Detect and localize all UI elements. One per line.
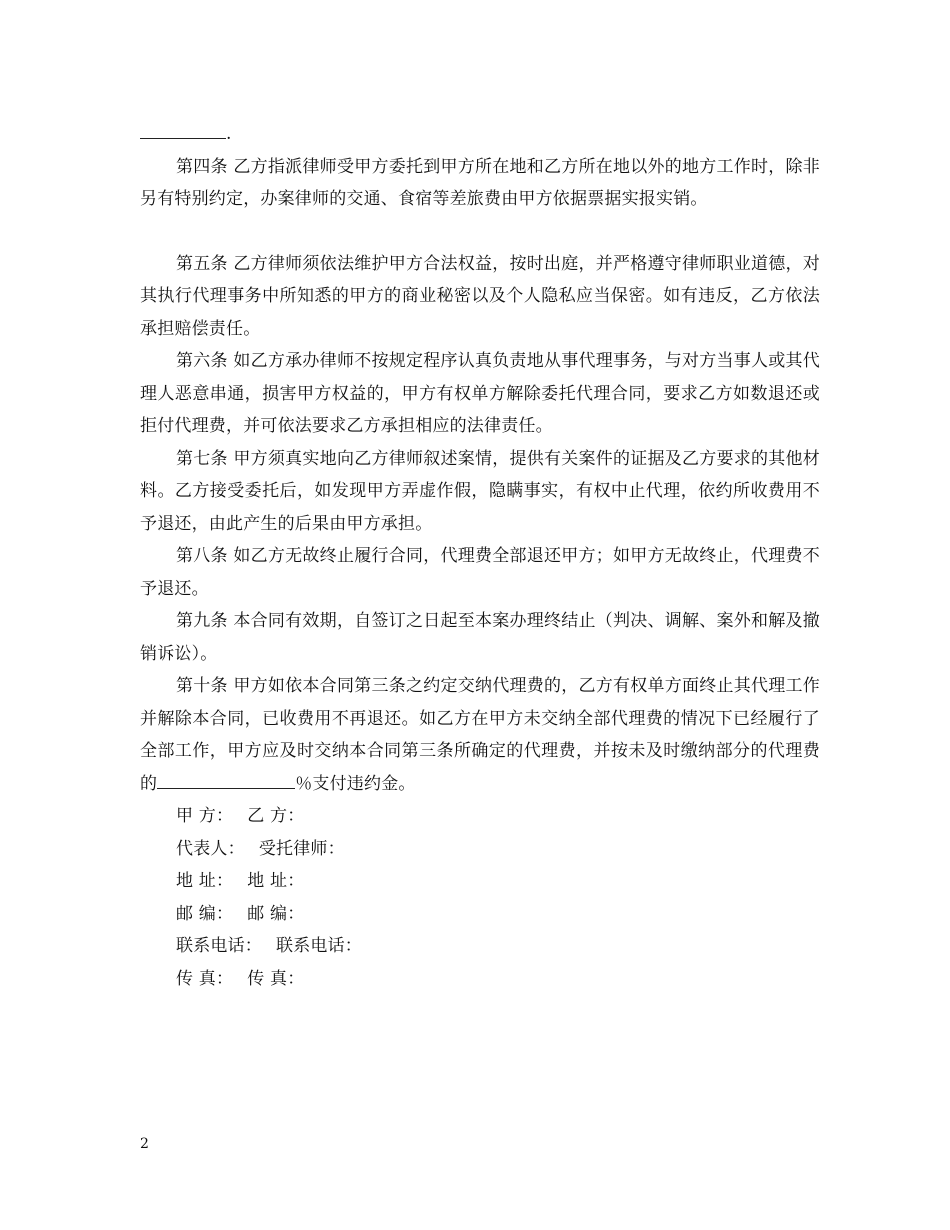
article-10-text: 第十条 甲方如依本合同第三条之约定交纳代理费的，乙方有权单方面终止其代理工作并解除本合同，已收费用不再退还。如乙方在甲方未交纳全部代理费的情况下已经履行了全部工作，甲方应及时交纳本合同第三条所确定的代理费，并按未及时缴纳部分的代理费的	[140, 676, 820, 794]
article-4: 第四条 乙方指派律师受甲方委托到甲方所在地和乙方所在地以外的地方工作时，除非另有特别约定，办案律师的交通、食宿等差旅费由甲方依据票据实报实销。	[140, 156, 820, 209]
contract-body	[140, 118, 820, 995]
signature-right: 乙 方：	[247, 806, 305, 826]
signature-row-phone	[140, 930, 820, 963]
signature-right: 联系电话：	[276, 936, 362, 956]
lead-suffix: .	[226, 124, 232, 144]
page-number: 2	[140, 1136, 149, 1152]
signature-row-fax	[140, 963, 820, 996]
signature-left: 地 址：	[176, 871, 234, 891]
article-10-suffix: ％支付违约金。	[295, 773, 416, 794]
signature-right: 地 址：	[247, 871, 305, 891]
signature-right: 邮 编：	[247, 903, 305, 924]
article-5: 第五条 乙方律师须依法维护甲方合法权益，按时出庭，并严格遵守律师职业道德，对其执行代理事务中所知悉的甲方的商业秘密以及个人隐私应当保密。如有违反，乙方依法承担赔偿责任。	[140, 253, 820, 339]
paragraph-spacer	[140, 216, 820, 248]
signature-left: 联系电话：	[176, 936, 262, 956]
article-7: 第七条 甲方须真实地向乙方律师叙述案情，提供有关案件的证据及乙方要求的其他材料。乙方接受委托后，如发现甲方弄虚作假，隐瞒事实，有权中止代理，依约所收费用不予退还，由此产生的后果由甲方承担。	[140, 448, 820, 534]
article-8: 第八条 如乙方无故终止履行合同，代理费全部退还甲方；如甲方无故终止，代理费不予退还。	[140, 546, 820, 599]
signature-right: 受托律师：	[258, 838, 345, 859]
signature-row-representative	[140, 833, 820, 866]
signature-row-address	[140, 865, 820, 898]
fill-in-blank	[140, 120, 226, 139]
penalty-percent-blank	[157, 770, 295, 789]
continued-blank-line	[140, 118, 820, 151]
signature-left: 邮 编：	[176, 903, 234, 924]
article-6: 第六条 如乙方承办律师不按规定程序认真负责地从事代理事务，与对方当事人或其代理人恶意串通，损害甲方权益的，甲方有权单方解除委托代理合同，要求乙方如数退还或拒付代理费，并可依法要求乙方承担相应的法律责任。	[140, 351, 820, 436]
signature-row-party	[140, 800, 820, 833]
signature-left: 传 真：	[176, 968, 234, 989]
article-10	[140, 670, 820, 800]
article-9: 第九条 本合同有效期，自签订之日起至本案办理终结止（判决、调解、案外和解及撤销诉讼）。	[140, 611, 820, 664]
signature-right: 传 真：	[247, 968, 305, 989]
signature-left: 代表人：	[176, 838, 245, 859]
signature-row-postcode	[140, 898, 820, 931]
signature-left: 甲 方：	[176, 806, 234, 826]
